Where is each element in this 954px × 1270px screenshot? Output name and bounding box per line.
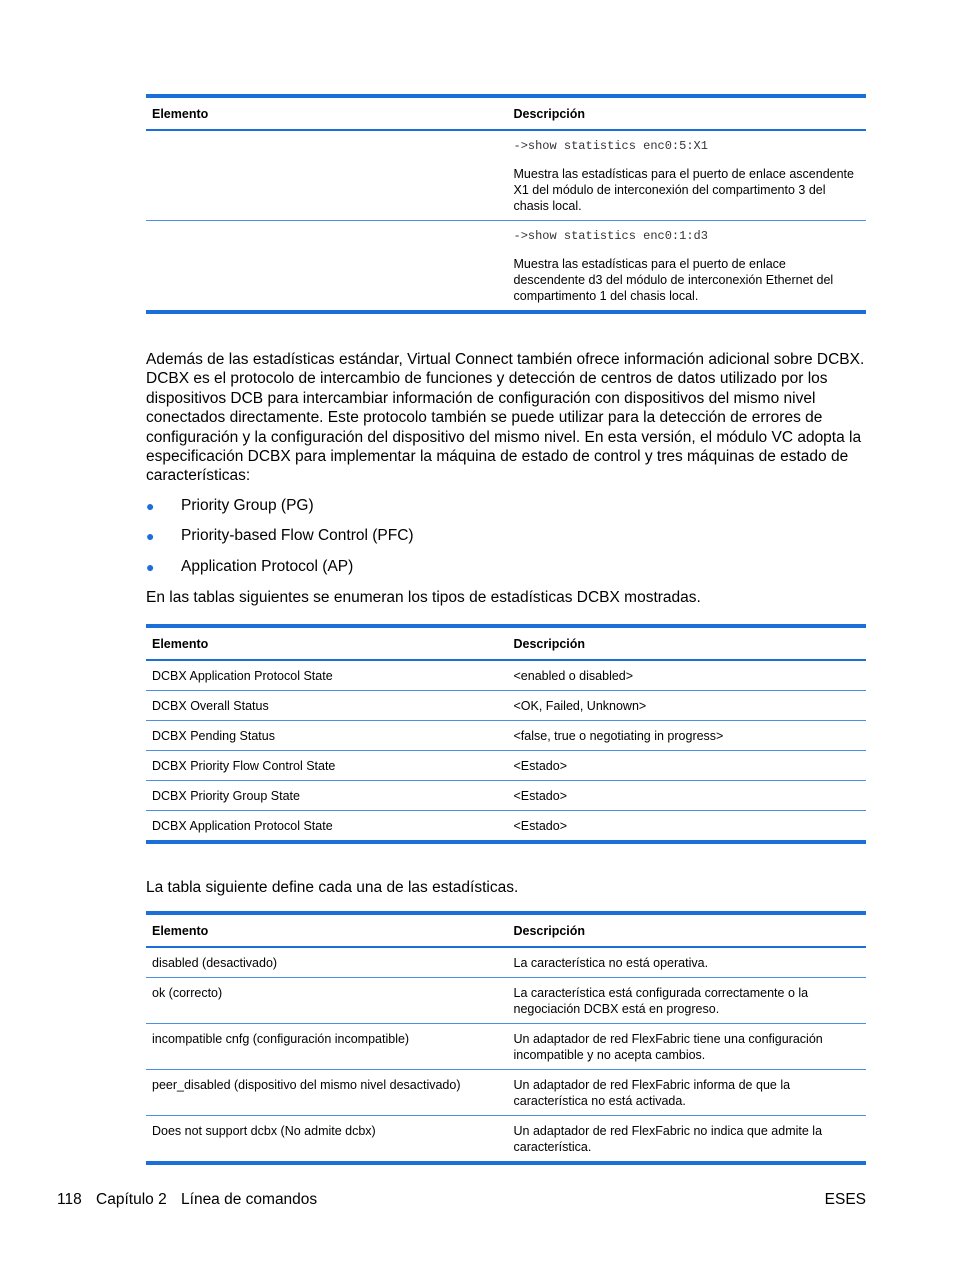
- table-row: [146, 1024, 866, 1070]
- statistics-command-table: [146, 94, 866, 314]
- bullet-icon: ●: [146, 558, 155, 575]
- cell-element: DCBX Application Protocol State: [146, 810, 507, 842]
- cell-element: ok (correcto): [146, 978, 507, 1024]
- table-row: [146, 780, 866, 810]
- cell-description: <OK, Failed, Unknown>: [507, 690, 866, 720]
- command-example: ->show statistics enc0:5:X1: [513, 139, 708, 153]
- table-row: [146, 810, 866, 842]
- table-header-row: [146, 626, 866, 660]
- cell-description: La característica no está operativa.: [507, 947, 866, 978]
- cell-description: [507, 130, 866, 221]
- cell-element: DCBX Pending Status: [146, 720, 507, 750]
- table2-intro: En las tablas siguientes se enumeran los tipos de estadísticas DCBX mostradas.: [146, 589, 701, 607]
- cell-element: Does not support dcbx (No admite dcbx): [146, 1116, 507, 1164]
- command-description: Muestra las estadísticas para el puerto de enlace descendente d3 del módulo de interconexión Ethernet del compartimento 1 del chasis local.: [513, 257, 834, 303]
- dcbx-statistics-table: [146, 624, 866, 844]
- table-header-row: [146, 913, 866, 947]
- cell-description: Un adaptador de red FlexFabric no indica que admite la característica.: [507, 1116, 866, 1164]
- table-row: [146, 750, 866, 780]
- page-number: 118: [57, 1191, 82, 1208]
- cell-description: <Estado>: [507, 810, 866, 842]
- list-item: [146, 558, 866, 589]
- table-row: [146, 1070, 866, 1116]
- table-row: [146, 221, 866, 313]
- cell-description: [507, 221, 866, 313]
- cell-description: La característica está configurada correctamente o la negociación DCBX está en progreso.: [507, 978, 866, 1024]
- cell-description: Un adaptador de red FlexFabric tiene una configuración incompatible y no acepta cambios.: [507, 1024, 866, 1070]
- list-item: [146, 497, 866, 528]
- cell-element: [146, 221, 507, 313]
- page-footer: [57, 1191, 866, 1209]
- cell-element: DCBX Priority Flow Control State: [146, 750, 507, 780]
- footer-left: [57, 1191, 317, 1209]
- cell-description: <Estado>: [507, 780, 866, 810]
- header-element: Elemento: [146, 96, 507, 130]
- table-header-row: [146, 96, 866, 130]
- header-element: Elemento: [146, 626, 507, 660]
- table-row: [146, 130, 866, 221]
- cell-description: Un adaptador de red FlexFabric informa de que la característica no está activada.: [507, 1070, 866, 1116]
- list-item: [146, 527, 866, 558]
- list-item-label: Application Protocol (AP): [181, 557, 354, 575]
- table-row: [146, 720, 866, 750]
- cell-element: DCBX Application Protocol State: [146, 660, 507, 691]
- table-row: [146, 660, 866, 691]
- intro-paragraph: Además de las estadísticas estándar, Virtual Connect también ofrece información adicional sobre DCBX. DCBX es el protocolo de intercambio de funciones y detección de centros de datos utilizado por los dispositivos DCB para intercambiar información de configuración con dispositivos del mismo nivel conectados directamente. Este protocolo también se puede utilizar para la detección de errores de configuración y la configuración del dispositivo del mismo nivel. En esta versión, el módulo VC adopta la especificación DCBX para implementar la máquina de estado de control y tres máquinas de estado de características:: [146, 351, 865, 485]
- header-description: Descripción: [507, 626, 866, 660]
- feature-list: [146, 497, 866, 589]
- bullet-icon: ●: [146, 497, 155, 514]
- chapter-label: Capítulo 2: [96, 1191, 167, 1208]
- header-description: Descripción: [507, 913, 866, 947]
- page-content: [146, 94, 866, 1165]
- cell-description: <false, true o negotiating in progress>: [507, 720, 866, 750]
- table-row: [146, 690, 866, 720]
- cell-element: incompatible cnfg (configuración incompatible): [146, 1024, 507, 1070]
- header-description: Descripción: [507, 96, 866, 130]
- chapter-title: Línea de comandos: [181, 1191, 318, 1208]
- list-item-label: Priority-based Flow Control (PFC): [181, 527, 414, 545]
- cell-description: <enabled o disabled>: [507, 660, 866, 691]
- table-row: [146, 978, 866, 1024]
- table-row: [146, 1116, 866, 1164]
- command-description: Muestra las estadísticas para el puerto de enlace ascendente X1 del módulo de interconexión del compartimento 3 del chasis local.: [513, 167, 854, 213]
- cell-element: DCBX Overall Status: [146, 690, 507, 720]
- list-item-label: Priority Group (PG): [181, 496, 314, 514]
- locale-code: ESES: [824, 1191, 866, 1208]
- cell-element: peer_disabled (dispositivo del mismo nivel desactivado): [146, 1070, 507, 1116]
- cell-element: [146, 130, 507, 221]
- command-example: ->show statistics enc0:1:d3: [513, 229, 708, 243]
- table-row: [146, 947, 866, 978]
- bullet-icon: ●: [146, 528, 155, 545]
- cell-description: <Estado>: [507, 750, 866, 780]
- cell-element: disabled (desactivado): [146, 947, 507, 978]
- cell-element: DCBX Priority Group State: [146, 780, 507, 810]
- header-element: Elemento: [146, 913, 507, 947]
- statistics-definition-table: [146, 911, 866, 1165]
- table3-intro: La tabla siguiente define cada una de las estadísticas.: [146, 878, 519, 896]
